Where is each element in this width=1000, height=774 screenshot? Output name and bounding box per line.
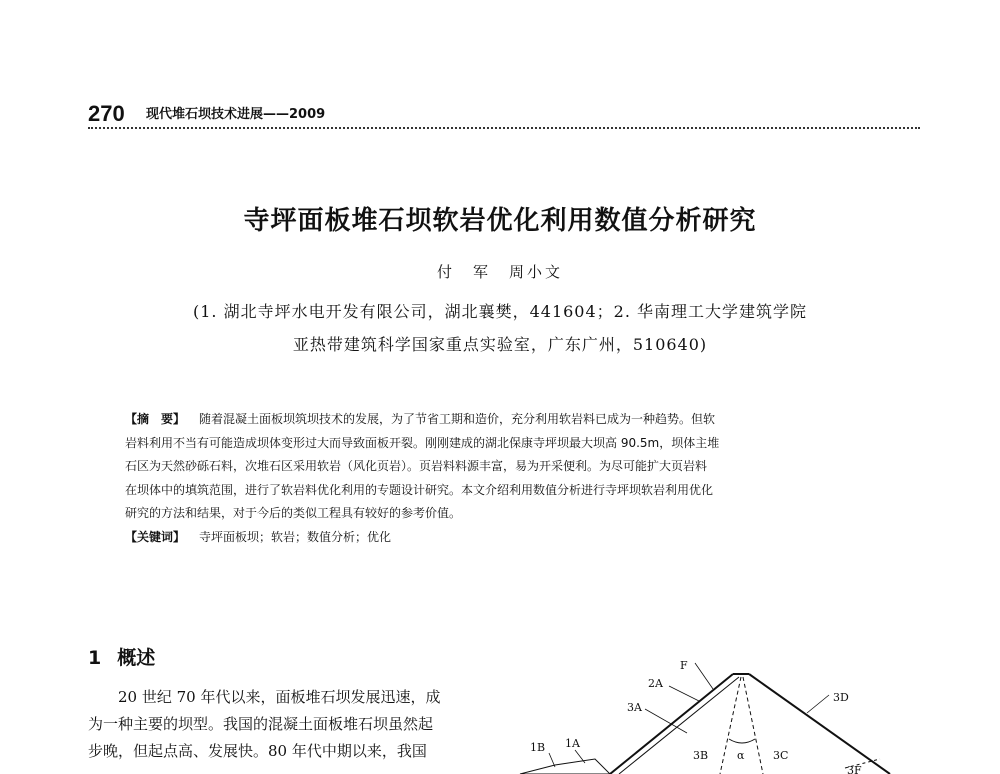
body-line: 步晚，但起点高、发展快。80 年代中期以来，我国 <box>88 742 427 760</box>
abstract-label: 【摘 要】 <box>125 412 186 426</box>
section-heading <box>88 646 155 670</box>
label-3b: 3B <box>693 749 709 762</box>
journal-name: 现代堆石坝技术进展——2009 <box>146 107 326 122</box>
abstract-line: 研究的方法和结果，对于今后的类似工程具有较好的参考价值。 <box>125 506 462 520</box>
zone-boundary-right <box>743 677 763 774</box>
cushion-zone-line <box>619 677 739 774</box>
alpha-angle-arc <box>729 739 755 743</box>
label-3a: 3A <box>627 701 642 714</box>
label-2a: 2A <box>648 677 663 690</box>
keywords-value: 寺坪面板坝；软岩；数值分析；优化 <box>199 529 392 544</box>
label-1a: 1A <box>565 737 580 750</box>
abstract-line <box>125 408 890 432</box>
running-header <box>88 103 918 127</box>
label-1b: 1B <box>530 741 546 754</box>
leader-3d <box>807 695 829 713</box>
abstract-text: 随着混凝土面板坝筑坝技术的发展，为了节省工期和造价，充分利用软岩料已成为一种趋势。但软 <box>199 412 716 426</box>
abstract <box>125 408 890 549</box>
label-alpha: α <box>737 749 745 762</box>
label-3c: 3C <box>773 749 789 762</box>
dam-zoning-figure <box>515 655 935 774</box>
abstract-line: 石区为天然砂砾石料，次堆石区采用软岩（风化页岩）。页岩料料源丰富，易为开采便利。为尽可能扩大页岩料 <box>125 459 708 473</box>
label-3d: 3D <box>833 691 849 704</box>
section-title: 概述 <box>117 647 156 669</box>
leader-2a <box>669 686 699 701</box>
label-f: F <box>680 659 688 672</box>
body-line: 20 世纪 70 年代以来，面板堆石坝发展迅速，成 <box>118 688 441 706</box>
abstract-line: 在坝体中的填筑范围，进行了软岩料优化利用的专题设计研究。本文介绍利用数值分析进行寺坪坝软岩利用优化 <box>125 482 714 497</box>
affiliation-line-2: 亚热带建筑科学国家重点实验室，广东广州，510640) <box>292 335 708 354</box>
article-title: 寺坪面板堆石坝软岩优化利用数值分析研究 <box>243 206 757 236</box>
dam-cross-section-diagram <box>515 655 935 774</box>
body-line: 为一种主要的坝型。我国的混凝土面板堆石坝虽然起 <box>88 715 434 733</box>
page-number: 270 <box>88 101 125 126</box>
section-body <box>88 684 500 765</box>
keywords-line <box>125 526 890 550</box>
authors: 付 军 周小文 <box>436 263 563 281</box>
header-divider <box>88 127 920 129</box>
abstract-line: 岩料利用不当有可能造成坝体变形过大而导致面板开裂。刚刚建成的湖北保康寺坪坝最大坝高 90.5m，坝体主堆 <box>125 435 720 450</box>
leader-f <box>695 663 713 689</box>
upstream-fill <box>520 759 610 774</box>
affiliation-line-1: (1. 湖北寺坪水电开发有限公司，湖北襄樊，441604；2. 华南理工大学建筑学院 <box>192 302 808 321</box>
section-number: 1 <box>88 647 102 669</box>
keywords-label: 【关键词】 <box>125 529 186 544</box>
downstream-slope <box>749 674 890 774</box>
label-3f: 3F <box>847 764 862 774</box>
leader-1b <box>549 753 555 767</box>
